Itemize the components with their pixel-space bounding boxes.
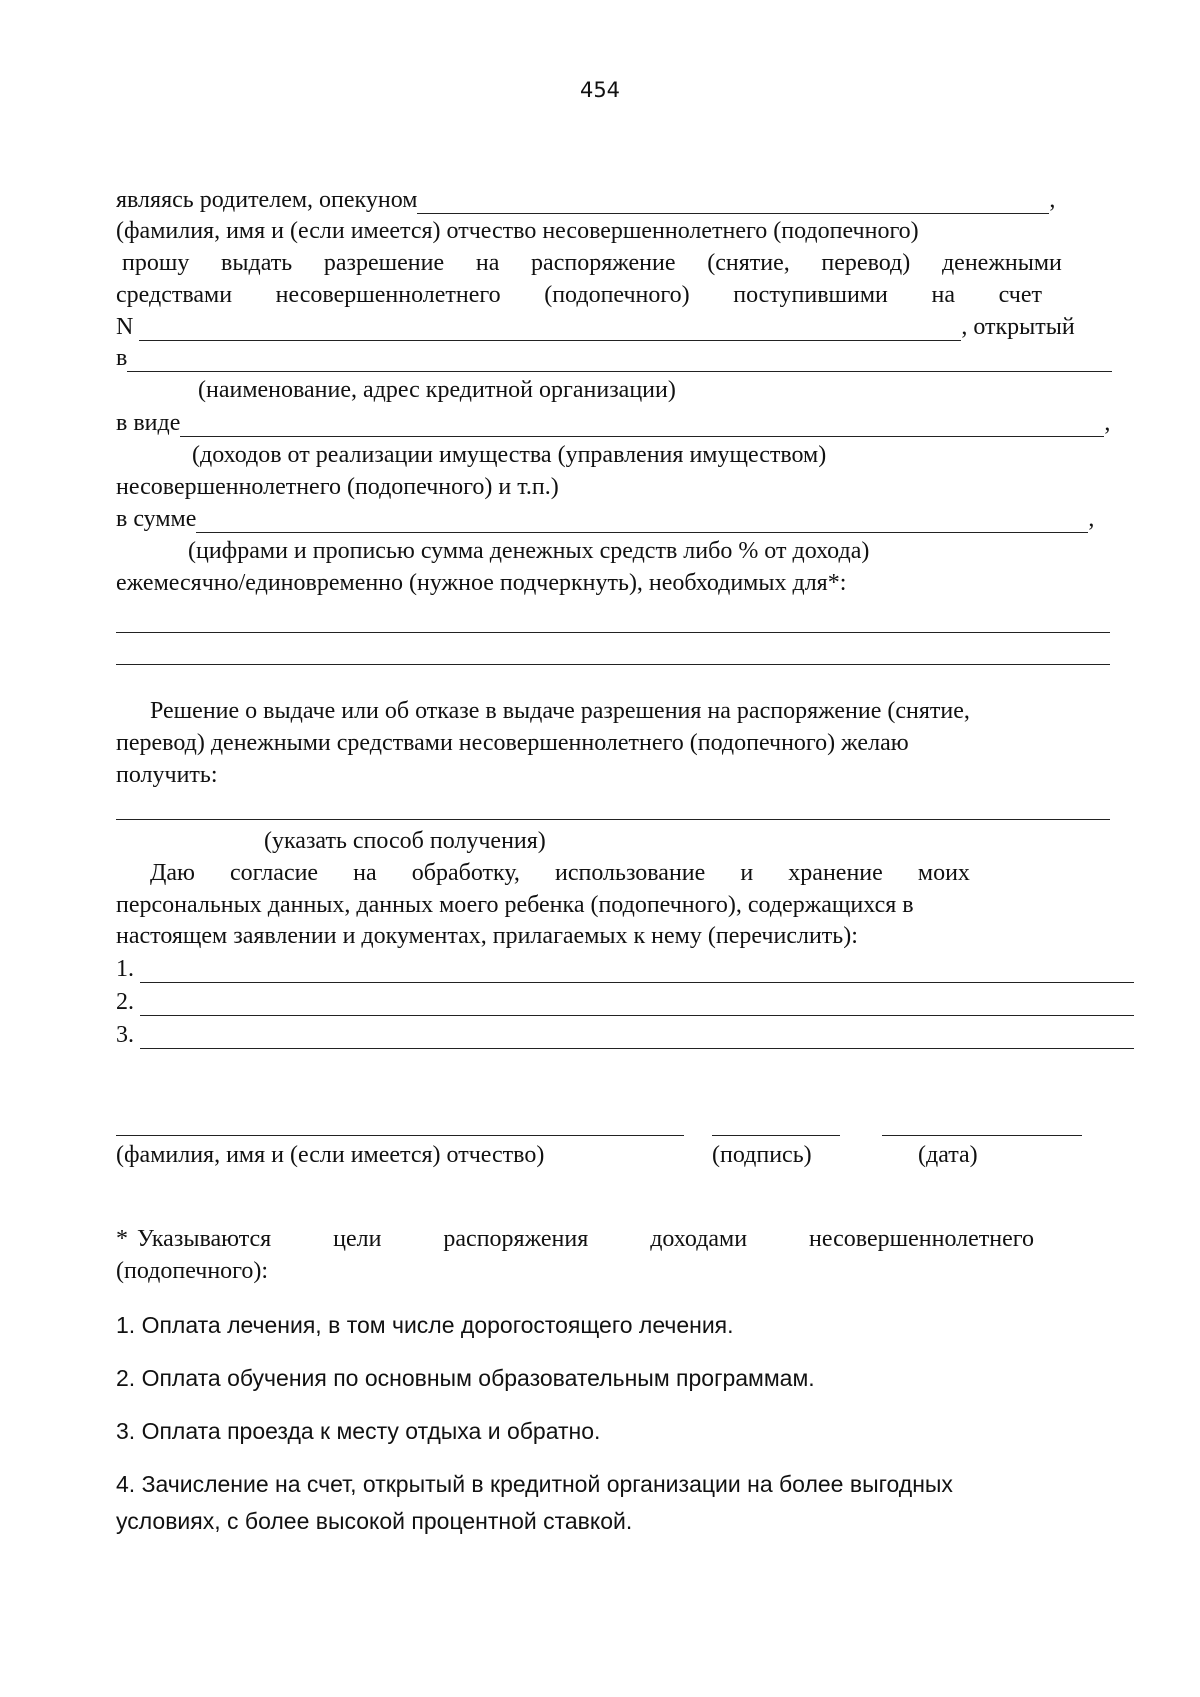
kind-caption-2: несовершеннолетнего (подопечного) и т.п.): [116, 474, 559, 500]
request-word: денежными: [941, 250, 1062, 276]
consent-line-2: персональных данных, данных моего ребенка (подопечного), содержащихся в: [116, 892, 914, 918]
name-caption: (фамилия, имя и (если имеется) отчество): [116, 1142, 545, 1168]
kind-line: [116, 409, 1110, 437]
decision-caption: (указать способ получения): [264, 828, 546, 854]
purpose-item-4-cont: условиях, с более высокой процентной ставкой.: [116, 1508, 633, 1534]
request-word: счет: [998, 282, 1042, 308]
footnote-word: доходами: [650, 1226, 748, 1252]
account-number-blank[interactable]: [139, 316, 961, 341]
request-word: выдать: [221, 250, 293, 276]
consent-word: Даю: [150, 860, 195, 886]
footnote-word: цели: [333, 1226, 382, 1252]
footnote-word: несовершеннолетнего: [809, 1226, 1034, 1252]
decision-line-1: Решение о выдаче или об отказе в выдаче разрешения на распоряжение (снятие,: [150, 698, 970, 724]
consent-word: и: [740, 860, 754, 886]
document-item-1: [116, 955, 1134, 983]
request-word: перевод): [821, 250, 911, 276]
request-word: разрешение: [323, 250, 445, 276]
request-word: несовершеннолетнего: [275, 282, 501, 308]
footnote-word: распоряжения: [443, 1226, 589, 1252]
decision-line-2: перевод) денежными средствами несовершеннолетнего (подопечного) желаю: [116, 730, 909, 756]
consent-word: на: [353, 860, 377, 886]
document-item-3: [116, 1021, 1134, 1049]
request-word: на: [931, 282, 955, 308]
account-line: [116, 313, 1075, 341]
item-number: 2.: [116, 989, 134, 1015]
date-caption: (дата): [918, 1142, 978, 1168]
request-line-2: [116, 281, 1042, 309]
footnote-asterisk: *: [116, 1226, 128, 1252]
purpose-blank-2[interactable]: [116, 664, 1110, 665]
parent-line: [116, 186, 1055, 214]
purpose-item-3: 3. Оплата проезда к месту отдыха и обратно.: [116, 1418, 601, 1444]
amount-label: в сумме: [116, 506, 197, 532]
consent-word: согласие: [230, 860, 319, 886]
signature-blank[interactable]: [712, 1135, 840, 1136]
kind-label: в виде: [116, 410, 181, 436]
consent-line-1: [150, 859, 970, 887]
purpose-item-1: 1. Оплата лечения, в том числе дорогостоящего лечения.: [116, 1312, 734, 1338]
decision-line-3: получить:: [116, 762, 218, 788]
request-word: средствами: [116, 282, 233, 308]
item-number: 1.: [116, 956, 134, 982]
consent-word: обработку,: [411, 860, 520, 886]
amount-caption: (цифрами и прописью сумма денежных средств либо % от дохода): [188, 538, 870, 564]
amount-line: [116, 505, 1094, 533]
guardian-name-blank[interactable]: [417, 189, 1049, 214]
footnote-line-2: (подопечного):: [116, 1258, 269, 1284]
consent-word: моих: [917, 860, 970, 886]
purpose-blank-1[interactable]: [116, 632, 1110, 633]
kind-caption-1: (доходов от реализации имущества (управления имуществом): [192, 442, 827, 468]
item-number: 3.: [116, 1022, 134, 1048]
bank-caption: (наименование, адрес кредитной организации): [198, 377, 676, 403]
document-item-blank[interactable]: [140, 1024, 1134, 1049]
income-kind-blank[interactable]: [180, 412, 1104, 437]
consent-line-3: настоящем заявлении и документах, прилагаемых к нему (перечислить):: [116, 923, 858, 949]
bank-name-blank[interactable]: [127, 347, 1112, 372]
parent-caption: (фамилия, имя и (если имеется) отчество несовершеннолетнего (подопечного): [116, 218, 919, 244]
request-word: на: [475, 250, 500, 276]
date-blank[interactable]: [882, 1135, 1082, 1136]
kind-trail: ,: [1104, 410, 1111, 436]
document-item-blank[interactable]: [140, 991, 1134, 1016]
account-label: N: [116, 314, 134, 340]
bank-line: [116, 344, 1112, 372]
bank-label: в: [116, 345, 128, 371]
request-word: распоряжение: [531, 250, 676, 276]
purpose-line: ежемесячно/единовременно (нужное подчеркнуть), необходимых для*:: [116, 570, 847, 596]
document-item-blank[interactable]: [140, 958, 1134, 983]
sign-caption: (подпись): [712, 1142, 812, 1168]
purpose-item-2: 2. Оплата обучения по основным образовательным программам.: [116, 1365, 815, 1391]
request-word: поступившими: [733, 282, 888, 308]
parent-trail: ,: [1049, 187, 1056, 213]
request-line-1: [122, 249, 1062, 277]
amount-blank[interactable]: [196, 508, 1088, 533]
parent-label: являясь родителем, опекуном: [116, 187, 418, 213]
receipt-method-blank[interactable]: [116, 819, 1110, 820]
request-word: (снятие,: [707, 250, 790, 276]
consent-word: использование: [555, 860, 706, 886]
name-signature-blank[interactable]: [116, 1135, 684, 1136]
page-number: 454: [579, 78, 621, 102]
account-trail: , открытый: [961, 314, 1075, 340]
request-word: (подопечного): [544, 282, 690, 308]
footnote-word: Указываются: [137, 1226, 272, 1252]
consent-word: хранение: [788, 860, 883, 886]
purpose-item-4: 4. Зачисление на счет, открытый в кредитной организации на более выгодных: [116, 1471, 953, 1497]
amount-trail: ,: [1088, 506, 1095, 532]
footnote-line-1: [116, 1225, 1034, 1253]
document-item-2: [116, 988, 1134, 1016]
request-word: прошу: [122, 250, 190, 276]
